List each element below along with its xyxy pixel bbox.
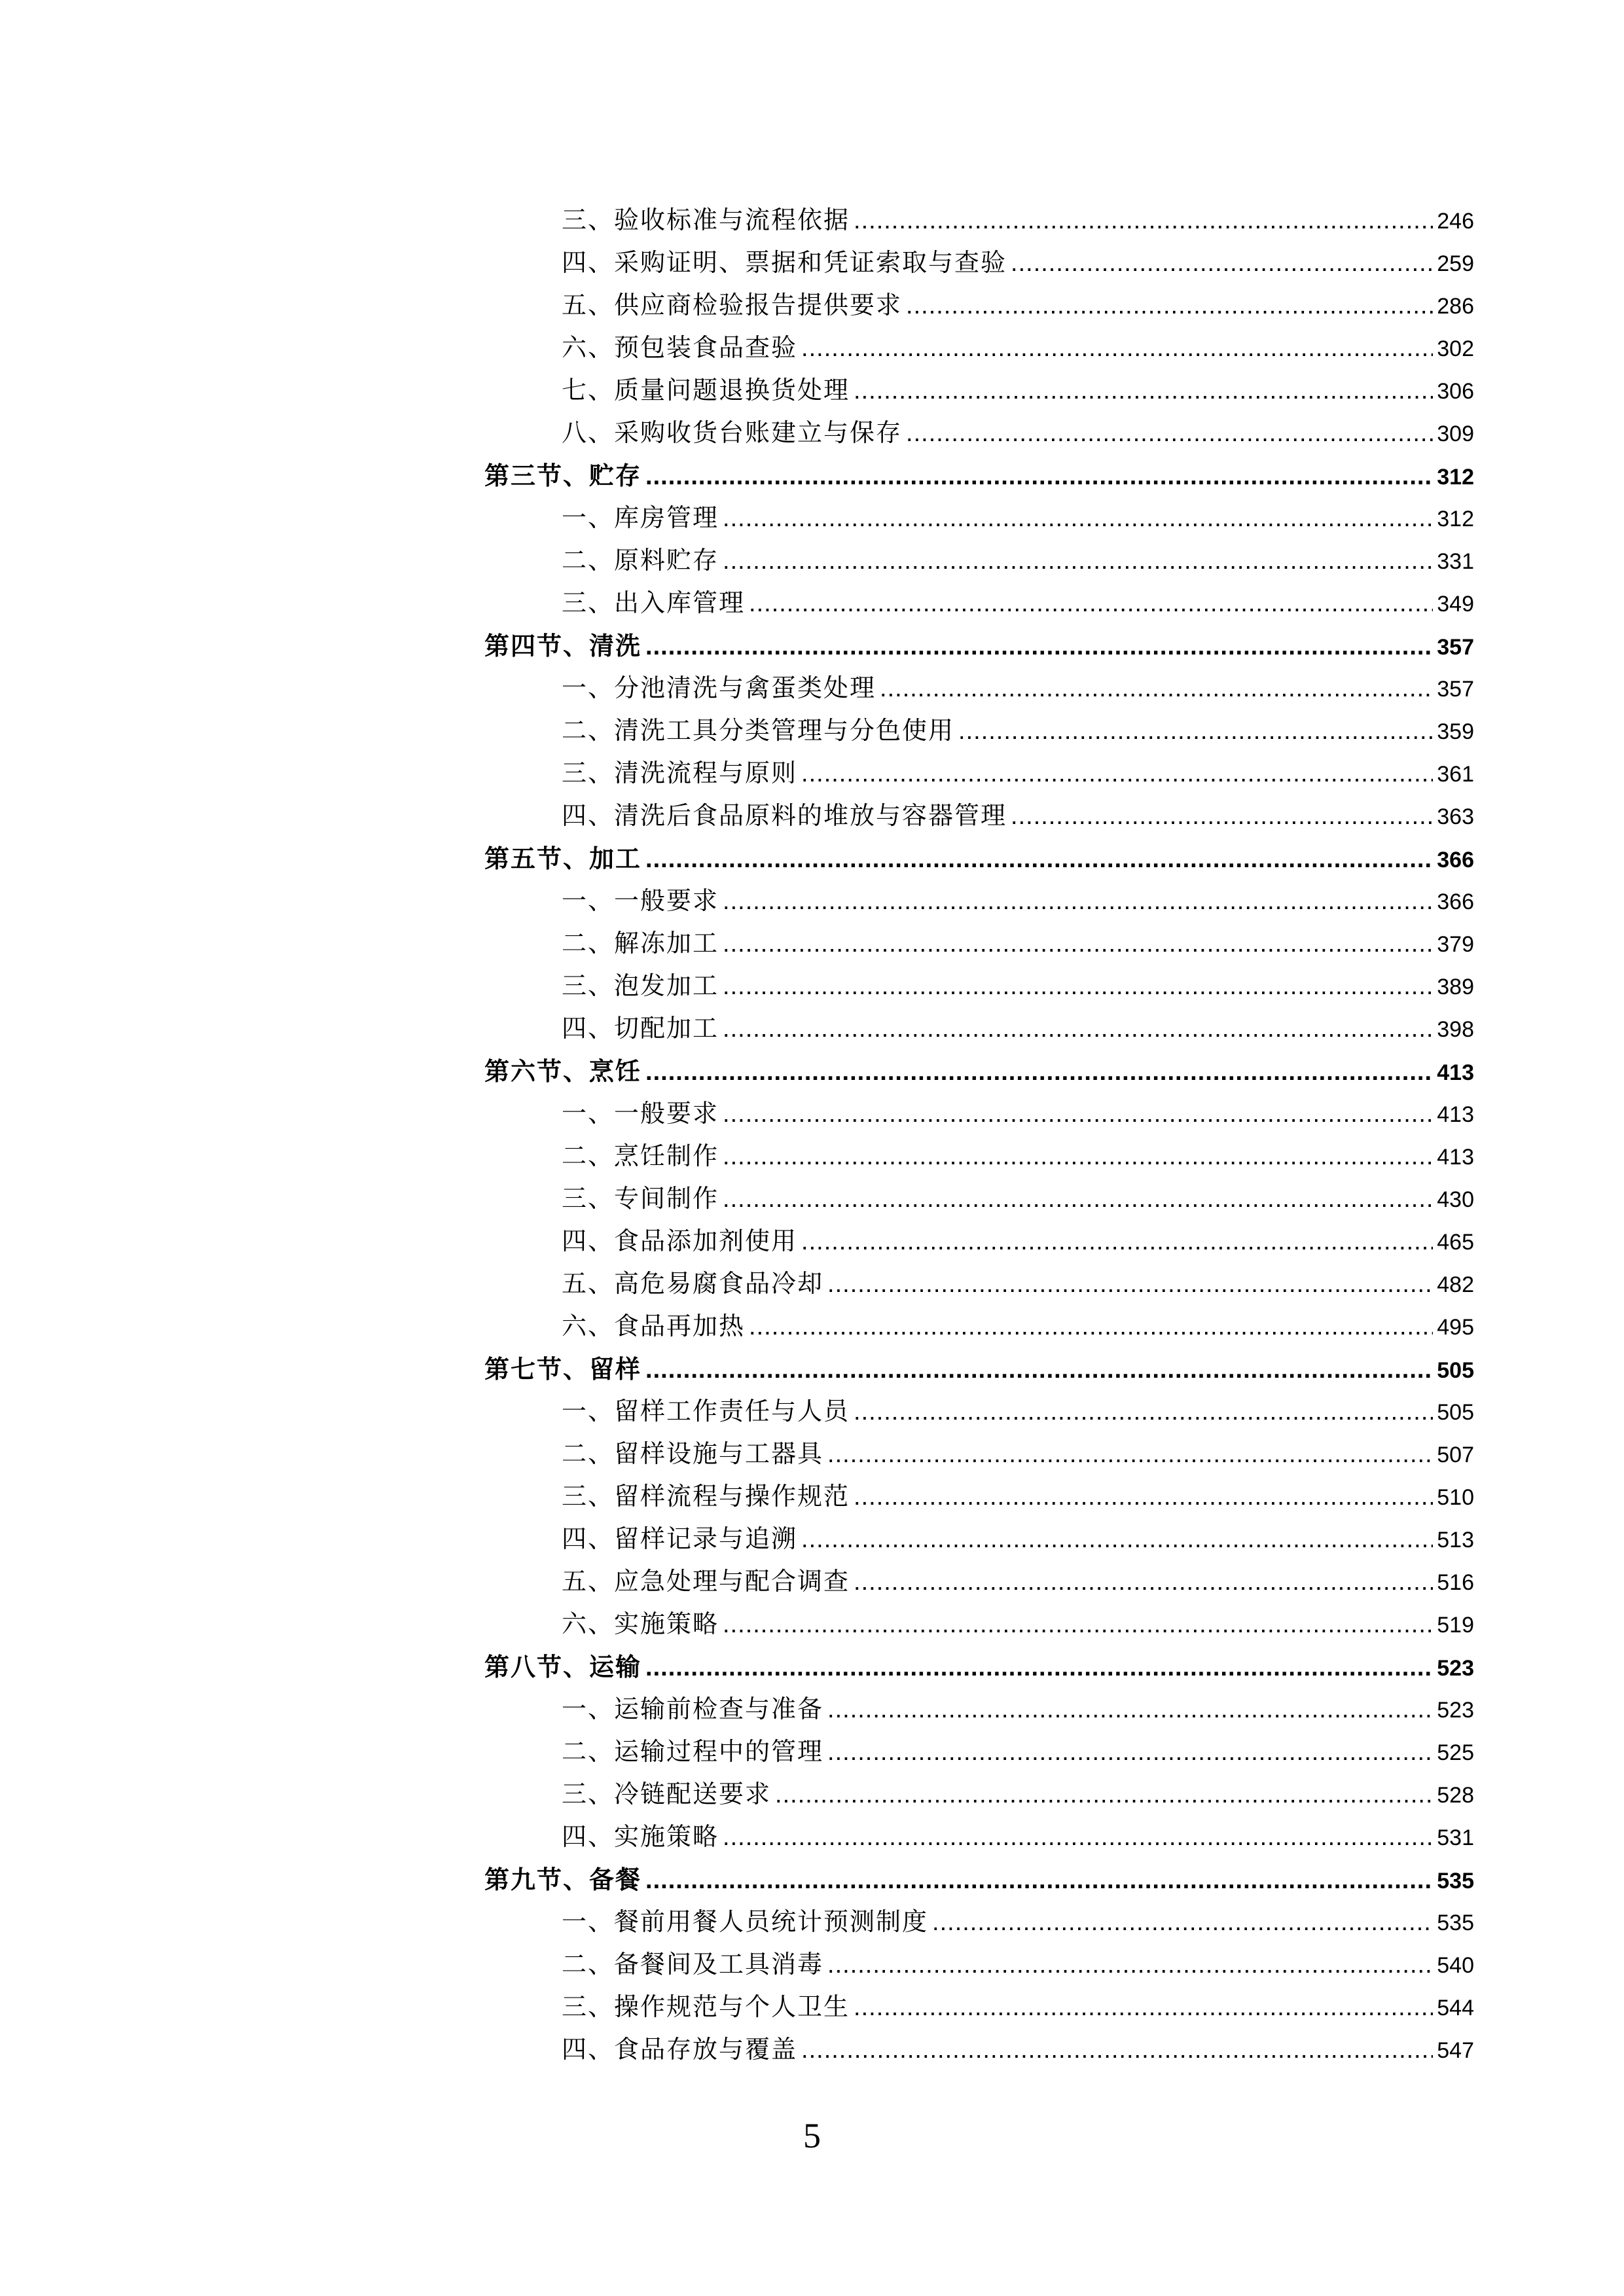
toc-entry-page-number: 519 xyxy=(1437,1613,1474,1638)
toc-entry-label: 一、餐前用餐人员统计预测制度 xyxy=(562,1907,929,1936)
dot-leader xyxy=(958,710,1433,753)
toc-entry-page-number: 525 xyxy=(1437,1740,1474,1765)
toc-entry-page-number: 286 xyxy=(1437,294,1474,319)
dot-leader xyxy=(723,540,1433,583)
toc-entry-label: 三、验收标准与流程依据 xyxy=(562,206,850,234)
toc-entry-page-number: 535 xyxy=(1437,1869,1474,1893)
toc-entry-page-number: 547 xyxy=(1437,2038,1474,2063)
toc-entry-label: 第三节、贮存 xyxy=(484,461,642,490)
toc-entry-label: 三、操作规范与个人卫生 xyxy=(562,1992,850,2021)
toc-entry-label: 一、运输前检查与准备 xyxy=(562,1695,824,1723)
toc-subsection-entry[interactable] xyxy=(484,582,1474,624)
toc-entry-page-number: 302 xyxy=(1437,336,1474,361)
toc-subsection-entry[interactable] xyxy=(484,880,1474,922)
toc-entry-label: 四、采购证明、票据和凭证索取与查验 xyxy=(562,248,1007,277)
toc-entry-label: 二、解冻加工 xyxy=(562,929,719,958)
toc-subsection-entry[interactable] xyxy=(484,1305,1474,1348)
dot-leader xyxy=(801,753,1433,795)
toc-subsection-entry[interactable] xyxy=(484,1177,1474,1220)
toc-subsection-entry[interactable] xyxy=(484,1135,1474,1177)
toc-subsection-entry[interactable] xyxy=(484,1390,1474,1433)
dot-leader xyxy=(827,1689,1433,1731)
dot-leader xyxy=(827,1944,1433,1986)
toc-entry-page-number: 398 xyxy=(1437,1017,1474,1042)
toc-entry-label: 二、原料贮存 xyxy=(562,546,719,575)
toc-entry-page-number: 363 xyxy=(1437,804,1474,829)
toc-entry-page-number: 312 xyxy=(1437,507,1474,531)
toc-subsection-entry[interactable] xyxy=(484,1263,1474,1305)
toc-entry-label: 六、预包装食品查验 xyxy=(562,333,798,362)
dot-leader xyxy=(645,838,1433,881)
toc-entry-label: 一、分池清洗与禽蛋类处理 xyxy=(562,673,876,702)
toc-entry-label: 四、留样记录与追溯 xyxy=(562,1524,798,1553)
toc-entry-label: 六、食品再加热 xyxy=(562,1312,746,1340)
dot-leader xyxy=(854,1391,1433,1433)
toc-entry-page-number: 430 xyxy=(1437,1187,1474,1212)
dot-leader xyxy=(880,668,1433,710)
toc-entry-page-number: 528 xyxy=(1437,1783,1474,1808)
dot-leader xyxy=(932,1901,1433,1944)
toc-subsection-entry[interactable] xyxy=(484,667,1474,709)
dot-leader xyxy=(854,370,1433,412)
toc-entry-page-number: 331 xyxy=(1437,549,1474,574)
dot-leader xyxy=(723,1604,1433,1646)
dot-leader xyxy=(775,1774,1433,1816)
dot-leader xyxy=(645,1349,1433,1391)
toc-entry-label: 第六节、烹饪 xyxy=(484,1056,642,1086)
toc-entry-label: 八、采购收货台账建立与保存 xyxy=(562,418,903,447)
toc-section-entry[interactable] xyxy=(484,1858,1474,1901)
toc-subsection-entry[interactable] xyxy=(484,1986,1474,2028)
dot-leader xyxy=(645,626,1433,668)
toc-entry-label: 五、应急处理与配合调查 xyxy=(562,1567,850,1596)
toc-entry-page-number: 516 xyxy=(1437,1570,1474,1595)
toc-entry-label: 第八节、运输 xyxy=(484,1652,642,1681)
toc-subsection-entry[interactable] xyxy=(484,1603,1474,1645)
toc-entry-page-number: 366 xyxy=(1437,848,1474,872)
toc-subsection-entry[interactable] xyxy=(484,709,1474,752)
dot-leader xyxy=(906,412,1433,455)
toc-entry-label: 三、清洗流程与原则 xyxy=(562,759,798,787)
toc-section-entry[interactable] xyxy=(484,1645,1474,1688)
toc-entry-label: 六、实施策略 xyxy=(562,1609,719,1638)
toc-entry-page-number: 413 xyxy=(1437,1060,1474,1085)
toc-entry-page-number: 510 xyxy=(1437,1485,1474,1510)
toc-subsection-entry[interactable] xyxy=(484,922,1474,965)
toc-entry-page-number: 482 xyxy=(1437,1272,1474,1297)
toc-section-entry[interactable] xyxy=(484,837,1474,880)
dot-leader xyxy=(801,1221,1433,1263)
toc-subsection-entry[interactable] xyxy=(484,1731,1474,1773)
toc-subsection-entry[interactable] xyxy=(484,327,1474,369)
toc-section-entry[interactable] xyxy=(484,1348,1474,1390)
toc-entry-page-number: 379 xyxy=(1437,932,1474,957)
dot-leader xyxy=(645,1859,1433,1902)
dot-leader xyxy=(749,1306,1433,1348)
toc-subsection-entry[interactable] xyxy=(484,1007,1474,1050)
toc-entry-page-number: 413 xyxy=(1437,1102,1474,1127)
toc-entry-label: 三、冷链配送要求 xyxy=(562,1780,772,1808)
toc-subsection-entry[interactable] xyxy=(484,1688,1474,1731)
toc-entry-page-number: 535 xyxy=(1437,1910,1474,1935)
dot-leader xyxy=(723,1816,1433,1859)
toc-entry-label: 四、实施策略 xyxy=(562,1822,719,1851)
toc-subsection-entry[interactable] xyxy=(484,369,1474,412)
dot-leader xyxy=(645,1647,1433,1689)
dot-leader xyxy=(801,2029,1433,2072)
toc-entry-page-number: 513 xyxy=(1437,1528,1474,1552)
toc-entry-label: 二、烹饪制作 xyxy=(562,1141,719,1170)
toc-entry-page-number: 505 xyxy=(1437,1358,1474,1383)
toc-entry-label: 三、留样流程与操作规范 xyxy=(562,1482,850,1511)
toc-entry-page-number: 359 xyxy=(1437,719,1474,744)
toc-entry-page-number: 507 xyxy=(1437,1443,1474,1467)
toc-entry-page-number: 306 xyxy=(1437,379,1474,404)
toc-entry-label: 二、清洗工具分类管理与分色使用 xyxy=(562,716,955,745)
toc-entry-page-number: 523 xyxy=(1437,1656,1474,1681)
dot-leader xyxy=(801,327,1433,370)
toc-entry-page-number: 349 xyxy=(1437,592,1474,617)
dot-leader xyxy=(854,1986,1433,2029)
dot-leader xyxy=(854,200,1433,242)
dot-leader xyxy=(723,1008,1433,1050)
dot-leader xyxy=(1011,242,1433,285)
toc-subsection-entry[interactable] xyxy=(484,795,1474,837)
dot-leader xyxy=(854,1561,1433,1604)
toc-entry-label: 一、一般要求 xyxy=(562,886,719,915)
dot-leader xyxy=(723,497,1433,540)
toc-entry-label: 第四节、清洗 xyxy=(484,631,642,660)
toc-entry-label: 第九节、备餐 xyxy=(484,1865,642,1894)
toc-subsection-entry[interactable] xyxy=(484,1901,1474,1943)
dot-leader xyxy=(827,1263,1433,1306)
toc-entry-label: 一、一般要求 xyxy=(562,1099,719,1128)
dot-leader xyxy=(645,456,1433,498)
toc-entry-label: 第五节、加工 xyxy=(484,844,642,873)
toc-entry-label: 一、库房管理 xyxy=(562,503,719,532)
dot-leader xyxy=(723,923,1433,965)
dot-leader xyxy=(1011,795,1433,838)
toc-subsection-entry[interactable] xyxy=(484,1220,1474,1263)
toc-subsection-entry[interactable] xyxy=(484,752,1474,795)
toc-entry-label: 三、泡发加工 xyxy=(562,971,719,1000)
toc-section-entry[interactable] xyxy=(484,624,1474,667)
toc-entry-label: 五、高危易腐食品冷却 xyxy=(562,1269,824,1298)
toc-entry-page-number: 505 xyxy=(1437,1400,1474,1425)
dot-leader xyxy=(854,1476,1433,1518)
toc-subsection-entry[interactable] xyxy=(484,1433,1474,1475)
toc-entry-page-number: 246 xyxy=(1437,209,1474,234)
toc-entry-label: 四、食品添加剂使用 xyxy=(562,1227,798,1255)
dot-leader xyxy=(723,1136,1433,1178)
dot-leader xyxy=(723,1093,1433,1136)
toc-entry-label: 四、切配加工 xyxy=(562,1014,719,1043)
toc-entry-page-number: 465 xyxy=(1437,1230,1474,1255)
toc-entry-page-number: 312 xyxy=(1437,465,1474,490)
toc-subsection-entry[interactable] xyxy=(484,1475,1474,1518)
toc-entry-page-number: 309 xyxy=(1437,422,1474,446)
toc-subsection-entry[interactable] xyxy=(484,2028,1474,2071)
toc-subsection-entry[interactable] xyxy=(484,242,1474,284)
toc-subsection-entry[interactable] xyxy=(484,965,1474,1007)
dot-leader xyxy=(723,965,1433,1008)
toc-entry-label: 一、留样工作责任与人员 xyxy=(562,1397,850,1426)
toc-subsection-entry[interactable] xyxy=(484,199,1474,242)
toc-entry-label: 三、出入库管理 xyxy=(562,588,746,617)
table-of-contents xyxy=(484,199,1474,2071)
toc-subsection-entry[interactable] xyxy=(484,284,1474,327)
toc-entry-page-number: 413 xyxy=(1437,1145,1474,1170)
toc-subsection-entry[interactable] xyxy=(484,497,1474,539)
toc-entry-label: 三、专间制作 xyxy=(562,1184,719,1213)
toc-entry-label: 二、留样设施与工器具 xyxy=(562,1439,824,1468)
toc-section-entry[interactable] xyxy=(484,454,1474,497)
toc-entry-page-number: 544 xyxy=(1437,1996,1474,2020)
page-number: 5 xyxy=(803,2116,821,2155)
toc-entry-label: 二、备餐间及工具消毒 xyxy=(562,1950,824,1979)
toc-entry-page-number: 357 xyxy=(1437,635,1474,660)
toc-entry-label: 五、供应商检验报告提供要求 xyxy=(562,291,903,319)
dot-leader xyxy=(906,285,1433,327)
dot-leader xyxy=(827,1433,1433,1476)
toc-entry-page-number: 259 xyxy=(1437,251,1474,276)
toc-entry-page-number: 361 xyxy=(1437,762,1474,787)
toc-subsection-entry[interactable] xyxy=(484,1943,1474,1986)
dot-leader xyxy=(723,880,1433,923)
toc-entry-page-number: 523 xyxy=(1437,1698,1474,1723)
toc-subsection-entry[interactable] xyxy=(484,1773,1474,1816)
toc-subsection-entry[interactable] xyxy=(484,1816,1474,1858)
toc-entry-label: 四、清洗后食品原料的堆放与容器管理 xyxy=(562,801,1007,830)
toc-entry-page-number: 357 xyxy=(1437,677,1474,702)
toc-entry-label: 七、质量问题退换货处理 xyxy=(562,376,850,404)
toc-subsection-entry[interactable] xyxy=(484,539,1474,582)
toc-entry-label: 四、食品存放与覆盖 xyxy=(562,2035,798,2064)
toc-subsection-entry[interactable] xyxy=(484,1092,1474,1135)
toc-entry-page-number: 389 xyxy=(1437,975,1474,999)
toc-subsection-entry[interactable] xyxy=(484,412,1474,454)
toc-entry-page-number: 531 xyxy=(1437,1825,1474,1850)
dot-leader xyxy=(723,1178,1433,1221)
dot-leader xyxy=(827,1731,1433,1774)
toc-subsection-entry[interactable] xyxy=(484,1560,1474,1603)
dot-leader xyxy=(801,1518,1433,1561)
toc-section-entry[interactable] xyxy=(484,1050,1474,1092)
toc-entry-page-number: 495 xyxy=(1437,1315,1474,1340)
toc-entry-label: 二、运输过程中的管理 xyxy=(562,1737,824,1766)
toc-entry-page-number: 540 xyxy=(1437,1953,1474,1978)
toc-entry-page-number: 366 xyxy=(1437,889,1474,914)
toc-entry-label: 第七节、留样 xyxy=(484,1354,642,1384)
dot-leader xyxy=(749,583,1433,625)
dot-leader xyxy=(645,1051,1433,1094)
toc-subsection-entry[interactable] xyxy=(484,1518,1474,1560)
